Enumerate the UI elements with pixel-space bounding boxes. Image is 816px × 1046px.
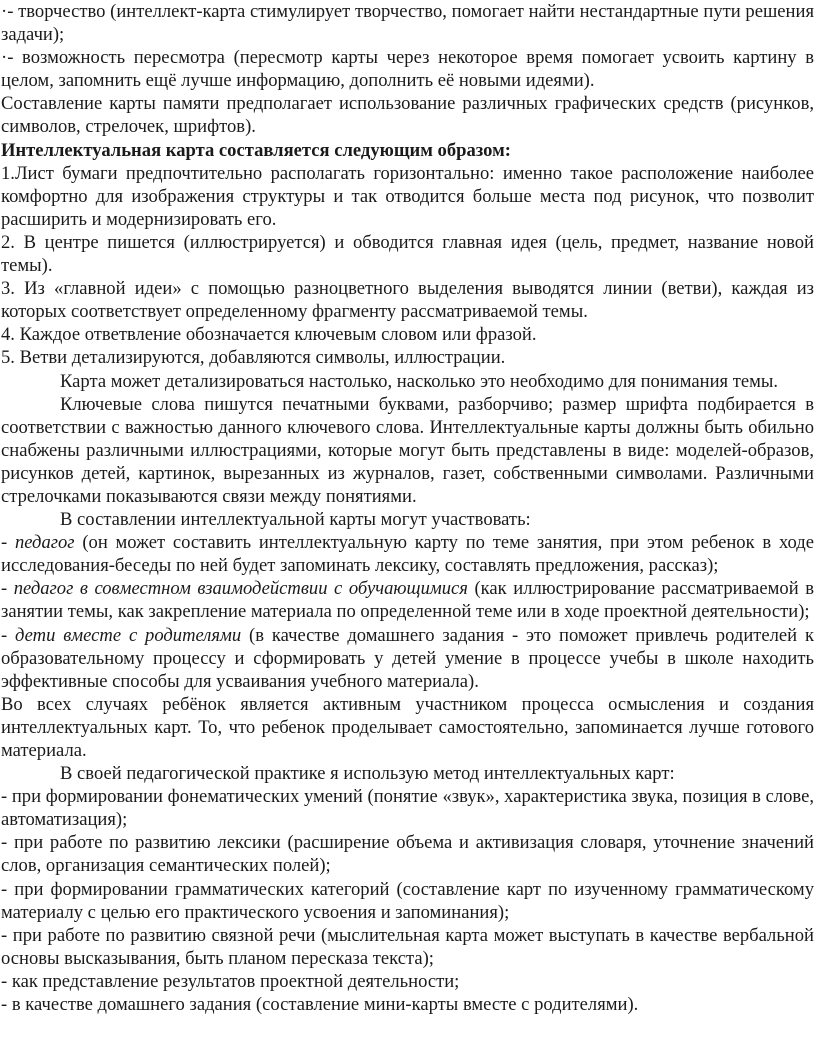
step-1: 1.Лист бумаги предпочтительно располагать горизонтально: именно такое расположение наиболее комфортно для изображения структуры и так отводится больше места под рисунок, что позволит расширить и модернизировать его.	[1, 162, 814, 230]
participant-role: дети вместе с родителями	[15, 624, 242, 646]
participant-prefix: -	[1, 532, 15, 554]
practice-item: - как представление результатов проектной деятельности;	[1, 970, 460, 992]
section-heading	[1, 139, 814, 162]
practice-item: - при работе по развитию связной речи (мыслительная карта может выступать в качестве вербальной основы высказывания, быть планом пересказа текста);	[1, 924, 814, 969]
paragraph-graphic-means: Составление карты памяти предполагает использование различных графических средств (рисунков, символов, стрелочек, шрифтов).	[1, 93, 814, 138]
bullet-review: ·- возможность пересмотра (пересмотр карты через некоторое время помогает усвоить картину в целом, запомнить ещё лучше информацию, дополнить её новыми идеями).	[1, 47, 814, 92]
participant-item	[1, 624, 814, 693]
practice-item: - при формировании фонематических умений (понятие «звук», характеристика звука, позиция в слове, автоматизация);	[1, 786, 814, 831]
participant-role: педагог в совместном взаимодействии с обучающимися	[13, 578, 468, 600]
step-3: 3. Из «главной идеи» с помощью разноцветного выделения выводятся линии (ветви), каждая из которых соответствует определенному фрагменту рассматриваемой темы.	[1, 278, 814, 323]
paragraph-detail: Карта может детализироваться настолько, насколько это необходимо для понимания темы.	[60, 370, 779, 392]
paragraph-keywords: Ключевые слова пишутся печатными буквами, разборчиво; размер шрифта подбирается в соответствии с важностью данного ключевого слова. Интеллектуальные карты должны быть обильно снабжены различными иллюстрациями, которые могут быть представлены в виде: моделей-образов, рисунков детей, картинок, вырезанных из журналов, газет, собственными символами. Различными стрелочками показываются связи между понятиями.	[1, 393, 814, 507]
bullet-creativity: ·- творчество (интеллект-карта стимулирует творчество, помогает найти нестандартные пути решения задачи);	[1, 1, 814, 46]
paragraph-conclusion: Во всех случаях ребёнок является активным участником процесса осмысления и создания интеллектуальных карт. То, что ребенок проделывает самостоятельно, запоминается лучше готового материала.	[1, 693, 814, 761]
participant-item	[1, 531, 814, 577]
participant-prefix: -	[1, 578, 14, 600]
practice-item: - при работе по развитию лексики (расширение объема и активизация словаря, уточнение значений слов, организация семантических полей);	[1, 832, 814, 877]
participant-text: (как иллюстрирование рассматриваемой в занятии темы, как закрепление материала по определенной теме или в ходе проектной деятельности);	[1, 578, 814, 623]
paragraph-participants-intro: В составлении интеллектуальной карты могут участвовать:	[60, 509, 531, 531]
participant-text: (в качестве домашнего задания - это поможет привлечь родителей к образовательному процессу и сформировать у детей умение в процессе учебы в школе находить эффективные способы для усваивания учебного материала).	[1, 624, 815, 692]
participant-text: (он может составить интеллектуальную карту по теме занятия, при этом ребенок в ходе исследования-беседы по ней будет запоминать лексику, составлять предложения, рассказ);	[1, 532, 815, 577]
participant-role: педагог	[14, 532, 75, 554]
step-2: 2. В центре пишется (иллюстрируется) и обводится главная идея (цель, предмет, название новой темы).	[1, 231, 814, 277]
heading-text: Интеллектуальная карта составляется следующим образом:	[1, 139, 511, 161]
participant-item	[1, 577, 814, 623]
step-5: 5. Ветви детализируются, добавляются символы, иллюстрации.	[1, 347, 506, 369]
step-4: 4. Каждое ответвление обозначается ключевым словом или фразой.	[1, 324, 537, 346]
practice-item: - при формировании грамматических категорий (составление карт по изученному грамматическому материалу с целью его практического усвоения и запоминания);	[1, 878, 814, 923]
participant-prefix: -	[1, 624, 16, 646]
practice-item: - в качестве домашнего задания (составление мини-карты вместе с родителями).	[1, 994, 639, 1016]
paragraph-practice-intro: В своей педагогической практике я использую метод интеллектуальных карт:	[60, 763, 675, 785]
